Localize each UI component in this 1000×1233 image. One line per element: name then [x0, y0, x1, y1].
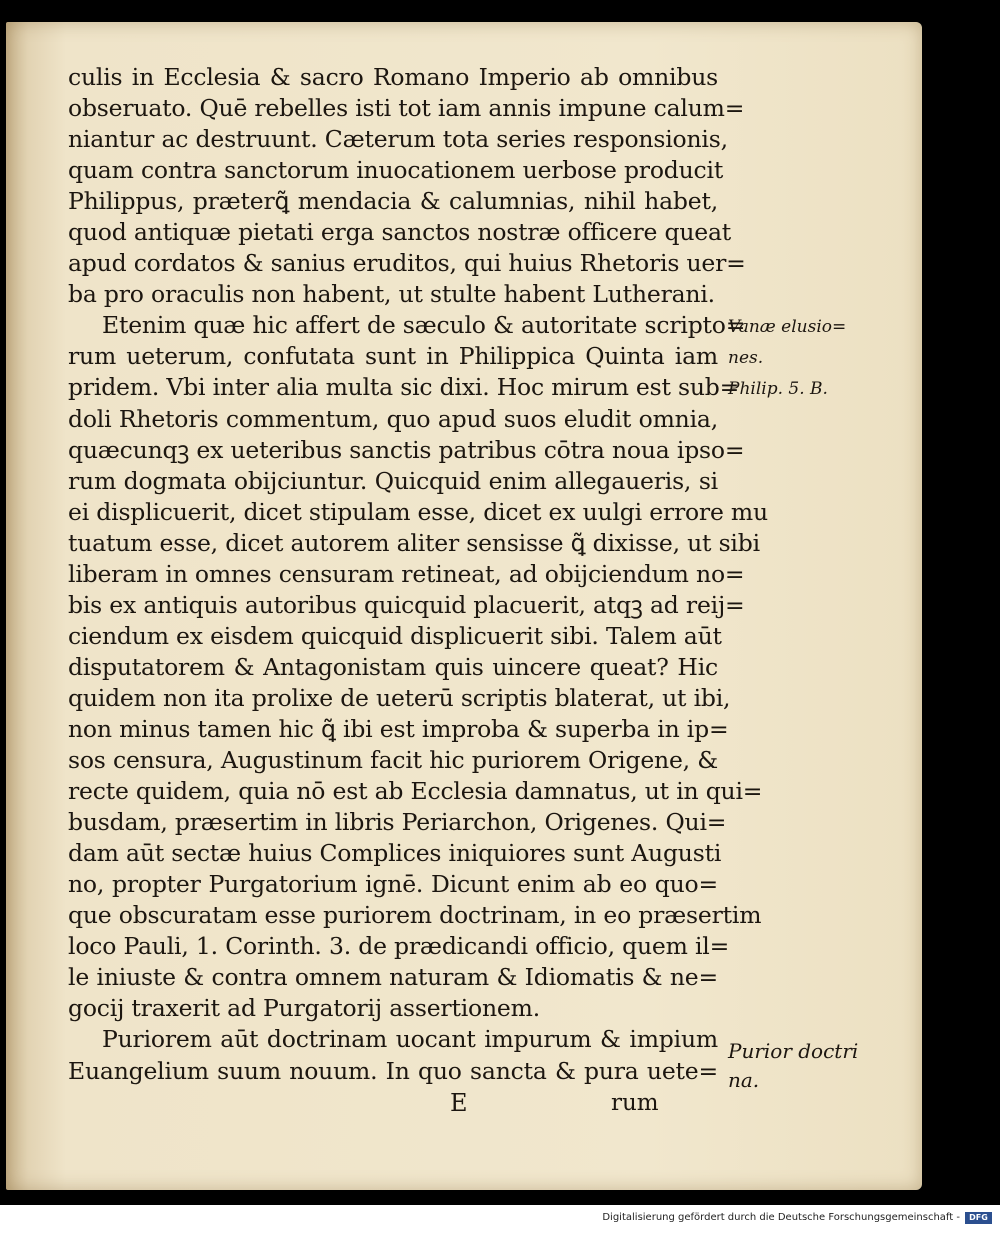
- text-line-7: apud cordatos & sanius eruditos, qui huius Rhetoris uer=: [68, 249, 746, 278]
- text-line-30: le iniuste & contra omnem naturam & Idiomatis & ne=: [68, 963, 718, 992]
- text-line-32: Puriorem aūt doctrinam uocant impurum & impium: [102, 1025, 718, 1054]
- margin-note-na: na.: [728, 1068, 760, 1092]
- text-line-10: rum ueterum, confutata sunt in Philippica Quinta iam: [68, 342, 718, 371]
- text-line-9: Etenim quæ hic affert de sæculo & autoritate scripto=: [102, 311, 746, 340]
- signature-mark: E: [450, 1089, 468, 1117]
- funding-credit: Digitalisierung gefördert durch die Deutsche Forschungsgemeinschaft -: [602, 1212, 960, 1223]
- text-line-1: culis in Ecclesia & sacro Romano Imperio ab omnibus: [68, 63, 718, 91]
- text-line-19: ciendum ex eisdem quicquid displicuerit sibi. Talem aūt: [68, 621, 722, 650]
- margin-note-philip: Philip. 5. B.: [728, 379, 828, 399]
- text-line-4: quam contra sanctorum inuocationem uerbose producit: [68, 156, 724, 185]
- text-line-16: tuatum esse, dicet autorem aliter sensisse ꝗ͂ dixisse, ut sibi: [68, 528, 760, 557]
- margin-note-purior: Purior doctri: [728, 1039, 859, 1063]
- text-line-12: doli Rhetoris commentum, quo apud suos eludit omnia,: [68, 404, 718, 433]
- margin-note-nes: nes.: [728, 348, 764, 368]
- book-page: [6, 22, 922, 1190]
- footer-bar: [0, 1205, 1000, 1233]
- dfg-logo: DFG: [965, 1212, 992, 1224]
- text-line-20: disputatorem & Antagonistam quis uincere queat? Hic: [68, 652, 718, 681]
- text-line-21: quidem non ita prolixe de ueterū scriptis blaterat, ut ibi,: [68, 683, 731, 712]
- text-line-5: Philippus, præterꝗ͂ mendacia & calumnias, nihil habet,: [68, 187, 718, 216]
- catchword: rum: [611, 1090, 659, 1116]
- text-line-13: quæcunqꝫ ex ueteribus sanctis patribus cōtra noua ipso=: [68, 435, 745, 464]
- text-line-17: liberam in omnes censuram retineat, ad obijciendum no=: [68, 559, 745, 588]
- text-line-26: dam aūt sectæ huius Complices iniquiores sunt Augusti: [68, 839, 722, 868]
- text-line-27: no, propter Purgatorium ignē. Dicunt enim ab eo quo=: [68, 870, 718, 899]
- text-line-23: sos censura, Augustinum facit hic puriorem Origene, &: [68, 746, 718, 775]
- text-line-25: busdam, præsertim in libris Periarchon, Origenes. Qui=: [68, 808, 727, 837]
- text-line-8: ba pro oraculis non habent, ut stulte habent Lutherani.: [68, 280, 715, 309]
- text-line-24: recte quidem, quia nō est ab Ecclesia damnatus, ut in qui=: [68, 777, 763, 806]
- text-line-11: pridem. Vbi inter alia multa sic dixi. Hoc mirum est sub=: [68, 373, 740, 402]
- margin-note-vanae: Vanæ elusio=: [728, 317, 847, 337]
- text-line-29: loco Pauli, 1. Corinth. 3. de prædicandi officio, quem il=: [68, 932, 730, 961]
- text-line-28: que obscuratam esse puriorem doctrinam, in eo præsertim: [68, 901, 762, 930]
- text-line-2: obseruato. Quē rebelles isti tot iam annis impune calum=: [68, 94, 745, 123]
- text-line-22: non minus tamen hic ꝗ͂ ibi est improba & superba in ip=: [68, 714, 729, 743]
- text-line-3: niantur ac destruunt. Cæterum tota series responsionis,: [68, 125, 728, 154]
- text-line-33: Euangelium suum nouum. In quo sancta & pura uete=: [68, 1056, 718, 1085]
- text-line-18: bis ex antiquis autoribus quicquid placuerit, atqꝫ ad reij=: [68, 590, 745, 619]
- text-line-6: quod antiquæ pietati erga sanctos nostræ officere queat: [68, 218, 732, 247]
- text-line-14: rum dogmata obijciuntur. Quicquid enim allegaueris, si: [68, 466, 718, 495]
- body-text: [68, 62, 768, 1087]
- text-line-15: ei displicuerit, dicet stipulam esse, dicet ex uulgi errore mu: [68, 497, 768, 526]
- text-line-31: gocij traxerit ad Purgatorij assertionem.: [68, 994, 540, 1023]
